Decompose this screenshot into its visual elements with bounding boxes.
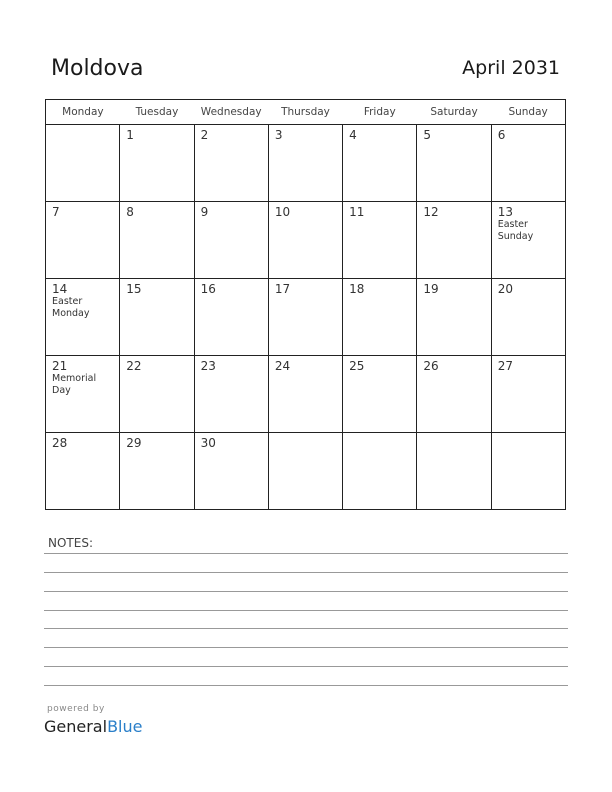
day-number: 13: [497, 205, 513, 219]
day-number: 21: [52, 359, 68, 373]
day-cell: [343, 125, 417, 202]
day-number: 14: [52, 282, 68, 296]
day-cell: [46, 433, 120, 510]
holiday-label: Memorial Day: [52, 373, 97, 396]
week-row: [46, 125, 566, 202]
day-number: 17: [274, 282, 291, 296]
note-line: [44, 572, 568, 573]
weekday-sunday: Sunday: [491, 100, 565, 125]
notes-label: NOTES:: [48, 536, 93, 550]
day-cell: [194, 433, 268, 510]
day-cell: [194, 279, 268, 356]
day-number: 1: [126, 128, 134, 142]
brand-blue: Blue: [107, 717, 143, 736]
day-cell: [120, 279, 194, 356]
day-number: 26: [423, 359, 439, 373]
weekday-wednesday: Wednesday: [194, 100, 268, 125]
note-line: [44, 591, 568, 592]
day-number: 4: [349, 128, 357, 142]
day-number: 27: [497, 359, 513, 373]
day-cell: [417, 125, 491, 202]
note-line: [44, 666, 568, 667]
day-cell: [343, 279, 417, 356]
day-cell: [46, 279, 120, 356]
day-cell: [268, 125, 342, 202]
day-cell: [46, 356, 120, 433]
day-cell: [120, 125, 194, 202]
week-row: [46, 433, 566, 510]
country-title: Moldova: [51, 56, 144, 81]
day-number: 25: [349, 359, 365, 373]
day-number: 23: [200, 359, 216, 373]
day-number: 28: [52, 436, 68, 450]
day-cell: [194, 202, 268, 279]
note-line: [44, 628, 568, 629]
day-cell: [417, 356, 491, 433]
brand-general: General: [44, 717, 108, 736]
note-line: [44, 610, 568, 611]
day-number: 29: [126, 436, 142, 450]
day-number: 20: [497, 282, 513, 296]
day-cell: [417, 433, 491, 510]
day-cell: [120, 356, 194, 433]
week-row: [46, 356, 566, 433]
day-number: 2: [200, 128, 209, 142]
day-cell: [194, 125, 268, 202]
day-number: 12: [423, 205, 439, 219]
week-row: [46, 279, 566, 356]
note-line: [44, 685, 568, 686]
note-line: [44, 553, 568, 554]
day-cell: [491, 279, 565, 356]
weekday-header-row: [46, 100, 566, 125]
day-cell: [194, 356, 268, 433]
day-number: 3: [274, 128, 283, 142]
day-cell: [417, 279, 491, 356]
day-cell: [343, 433, 417, 510]
week-row: [46, 202, 566, 279]
day-number: 7: [52, 205, 60, 219]
day-cell: [343, 356, 417, 433]
day-number: 19: [423, 282, 439, 296]
day-cell: [417, 202, 491, 279]
day-cell: [491, 125, 565, 202]
day-number: 6: [497, 128, 506, 142]
weekday-thursday: Thursday: [268, 100, 342, 125]
day-cell: [491, 433, 565, 510]
powered-by-text: powered by: [47, 704, 105, 714]
day-cell: [268, 433, 342, 510]
day-cell: [120, 433, 194, 510]
day-cell: [120, 202, 194, 279]
day-cell: [343, 202, 417, 279]
weekday-friday: Friday: [343, 100, 417, 125]
day-number: 22: [126, 359, 142, 373]
day-number: 9: [200, 205, 209, 219]
day-number: 15: [126, 282, 142, 296]
weekday-monday: Monday: [46, 100, 120, 125]
day-cell: [268, 202, 342, 279]
day-number: 16: [200, 282, 216, 296]
day-cell: [268, 279, 342, 356]
day-number: 11: [349, 205, 365, 219]
day-number: 18: [349, 282, 365, 296]
day-number: 30: [200, 436, 216, 450]
day-cell: [268, 356, 342, 433]
holiday-label: Easter Monday: [52, 296, 90, 319]
month-title: April 2031: [462, 57, 560, 79]
holiday-label: Easter Sunday: [497, 219, 534, 242]
brand-logo: [44, 717, 142, 736]
weekday-saturday: Saturday: [417, 100, 491, 125]
day-cell: [491, 202, 565, 279]
day-number: 8: [126, 205, 134, 219]
weekday-tuesday: Tuesday: [120, 100, 194, 125]
day-number: 10: [274, 205, 291, 219]
day-cell: [491, 356, 565, 433]
day-number: 5: [423, 128, 432, 142]
day-number: 24: [274, 359, 291, 373]
calendar-grid: [45, 99, 566, 510]
note-line: [44, 647, 568, 648]
day-cell: [46, 202, 120, 279]
day-cell: [46, 125, 120, 202]
